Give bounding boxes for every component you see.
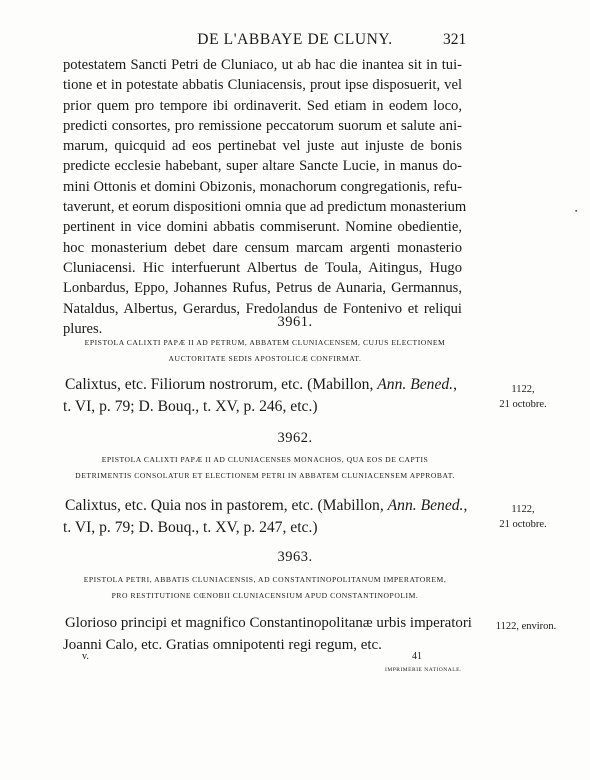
charter-rubric: [70, 572, 460, 604]
rubric-line: EPISTOLA CALIXTI PAPÆ II AD CLUNIACENSES MONACHOS, QUA EOS DE CAPTIS: [101, 455, 429, 464]
running-title: DE L'ABBAYE DE CLUNY.: [197, 31, 393, 48]
body-line: prior quem pro tempore ibi ordinaverit. Sed etiam in eodem loco,: [63, 97, 462, 114]
charter-number: 3963.: [277, 549, 313, 565]
body-line: mini Ottonis et domini Obizonis, monachorum congregationis, refu-: [63, 178, 462, 195]
signature-mark: v.: [82, 651, 89, 662]
body-line: marum, quicquid ad eos pertinebat vel juste aut injuste de bonis: [63, 138, 462, 155]
body-line: tione et in potestate abbatis Cluniacensis, prout ipse disposuerit, vel: [63, 77, 462, 94]
entry-line: Joanni Calo, etc. Gratias omnipotenti regi regum, etc.: [63, 637, 382, 653]
rubric-line: PRO RESTITUTIONE CŒNOBII CLUNIACENSIUM APUD CONSTANTINOPOLIM.: [111, 591, 419, 600]
charter-number: 3961.: [277, 314, 313, 330]
entry-line: t. VI, p. 79; D. Bouq., t. XV, p. 246, etc.): [63, 398, 318, 415]
entry-line: Calixtus, etc. Filiorum nostrorum, etc. (Mabillon, Ann. Bened.,: [65, 376, 457, 393]
page-header: [0, 31, 590, 51]
body-line: Cluniacensi. Hic interfuerunt Albertus de Toula, Aitingus, Hugo: [63, 259, 462, 276]
scan-speck: ▪: [575, 207, 578, 215]
charter-rubric: [70, 335, 460, 367]
margin-date-line: 21 octobre.: [499, 399, 547, 410]
body-line: plures.: [63, 320, 103, 337]
margin-date: [478, 502, 568, 532]
charter-entry: [63, 374, 463, 418]
body-line: predicte ecclesie habebant, super altare Sancte Lucie, in manus do-: [63, 158, 462, 175]
body-line: pertinent in vice domini abbatis commiserunt. Nomine obedientie,: [63, 219, 462, 236]
rubric-line: EPISTOLA CALIXTI PAPÆ II AD PETRUM, ABBATEM CLUNIACENSEM, CUJUS ELECTIONEM: [84, 338, 446, 347]
rubric-line: EPISTOLA PETRI, ABBATIS CLUNIACENSIS, AD CONSTANTINOPOLITANUM IMPERATOREM,: [83, 575, 447, 584]
body-line: predicti consortes, pro remissione peccatorum suorum et salute ani-: [63, 117, 462, 134]
margin-date: [476, 619, 576, 634]
margin-date-line: 1122,: [511, 504, 535, 515]
body-line: potestatem Sancti Petri de Cluniaco, ut ab hac die inantea sit in tui-: [63, 57, 462, 73]
entry-line: Glorioso principi et magnifico Constantinopolitanæ urbis imperatori: [65, 615, 472, 631]
page-number: 321: [443, 31, 467, 48]
printer-imprint: IMPRIMERIE NATIONALE.: [385, 667, 462, 673]
rubric-line: AUCTORITATE SEDIS APOSTOLICÆ CONFIRMAT.: [168, 354, 362, 363]
entry-line: Calixtus, etc. Quia nos in pastorem, etc. (Mabillon, Ann. Bened.,: [65, 497, 468, 514]
margin-date-line: 21 octobre.: [499, 519, 547, 530]
margin-date: [478, 382, 568, 412]
charter-number: 3962.: [277, 430, 313, 446]
charter-rubric: [70, 452, 460, 484]
charter-entry: [63, 612, 472, 656]
sheet-number: 41: [412, 651, 422, 662]
body-paragraph: [63, 55, 467, 339]
body-line: Lonbardus, Eppo, Johannes Rufus, Petrus de Aunaria, Germannus,: [63, 280, 462, 297]
entry-line: t. VI, p. 79; D. Bouq., t. XV, p. 247, etc.): [63, 519, 318, 536]
charter-entry: [63, 495, 468, 539]
body-line: Nataldus, Albertus, Gerardus, Fredolandus de Fontenivo et reliqui: [63, 300, 462, 317]
margin-date-line: 1122, environ.: [495, 621, 557, 632]
body-line: taverunt, et eorum dispositioni omnia que ad predictum monasterium: [63, 199, 467, 216]
body-line: hoc monasterium debet dare censum marcam argenti monasterio: [63, 239, 462, 256]
italic-title: Ann. Bened.: [377, 376, 454, 393]
rubric-line: DETRIMENTIS CONSOLATUR ET ELECTIONEM PETRI IN ABBATEM CLUNIACENSEM APPROBAT.: [75, 471, 455, 480]
margin-date-line: 1122,: [511, 384, 535, 395]
italic-title: Ann. Bened.: [387, 497, 464, 514]
